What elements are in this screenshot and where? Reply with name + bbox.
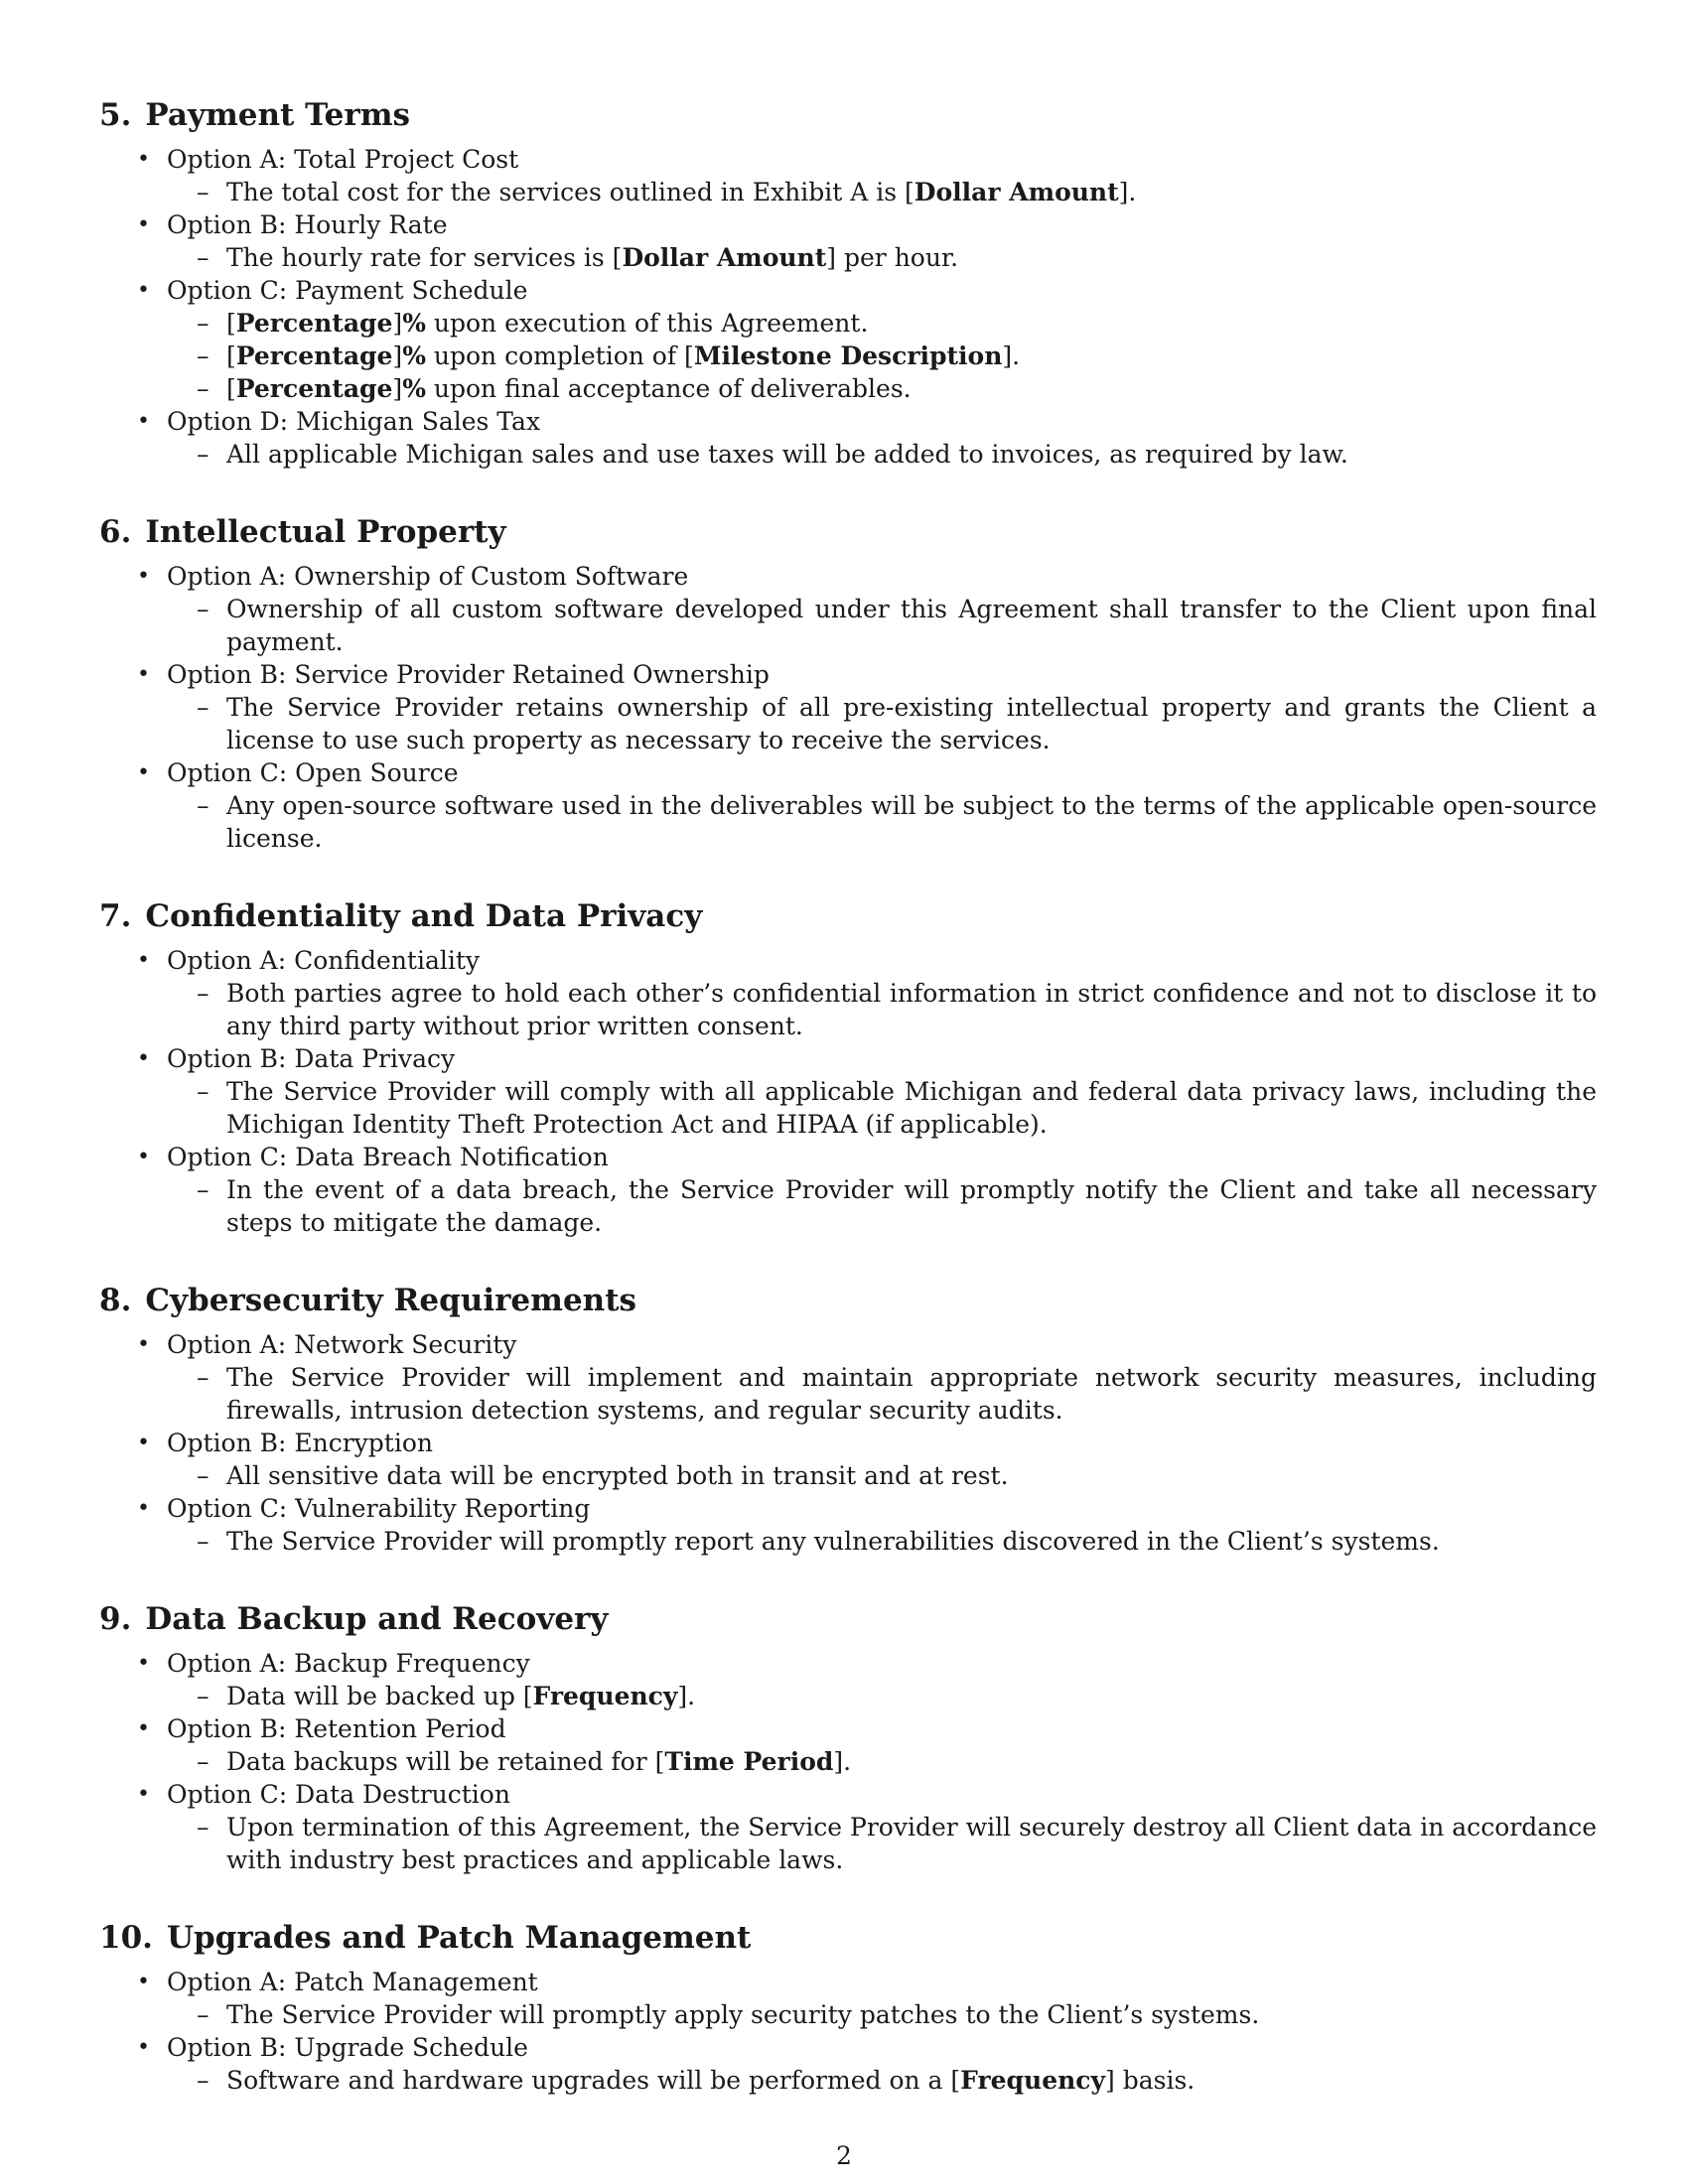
option-label: Option A: Ownership of Custom Software — [167, 562, 689, 591]
section-number: 7. — [99, 898, 132, 934]
placeholder-field: Percentage — [235, 341, 393, 370]
clause-list — [167, 691, 1597, 756]
section-number: 6. — [99, 514, 132, 550]
dash-icon: – — [197, 341, 210, 370]
dash-icon: – — [197, 2066, 210, 2095]
bullet-icon: • — [137, 1782, 150, 1807]
bullet-icon: • — [137, 1970, 150, 1994]
section — [99, 1281, 1597, 1558]
option-item — [99, 1042, 1597, 1141]
clause-item — [167, 1680, 1597, 1712]
dash-icon: – — [197, 309, 210, 338]
option-label: Option C: Data Breach Notification — [167, 1143, 609, 1171]
clause-list — [167, 1173, 1597, 1239]
clause-item — [167, 1998, 1597, 2031]
dash-icon: – — [197, 595, 210, 623]
option-list — [99, 1328, 1597, 1558]
clause-text: Data backups will be retained for [ — [226, 1747, 665, 1776]
section-title: Data Backup and Recovery — [145, 1601, 609, 1637]
placeholder-field: % — [402, 309, 426, 338]
option-label: Option C: Payment Schedule — [167, 276, 528, 305]
clause-item — [167, 1811, 1597, 1876]
dash-icon: – — [197, 243, 210, 272]
bullet-icon: • — [137, 1332, 150, 1357]
placeholder-field: Time Period — [664, 1747, 834, 1776]
section-title: Payment Terms — [145, 97, 410, 133]
bullet-icon: • — [137, 948, 150, 973]
clause-text: Ownership of all custom software developed under this Agreement shall transfer to the Client upon final payment. — [226, 595, 1597, 656]
document-page — [99, 95, 1597, 2138]
placeholder-field: % — [402, 341, 426, 370]
clause-text: ] per hour. — [826, 243, 959, 272]
clause-list — [167, 1998, 1597, 2031]
clause-item — [167, 2064, 1597, 2097]
clause-list — [167, 1525, 1597, 1558]
option-list — [99, 1647, 1597, 1876]
section-heading — [99, 95, 1597, 135]
clause-item — [167, 1459, 1597, 1492]
bullet-icon: • — [137, 2035, 150, 2060]
dash-icon: – — [197, 440, 210, 469]
clause-text: ]. — [677, 1682, 696, 1710]
option-item — [99, 756, 1597, 855]
dash-icon: – — [197, 1527, 210, 1556]
option-label: Option B: Encryption — [167, 1429, 434, 1457]
clause-list — [167, 1680, 1597, 1712]
clause-text: Upon termination of this Agreement, the Service Provider will securely destroy all Client data in accordance with industry best practices and applicable laws. — [226, 1813, 1597, 1874]
section — [99, 896, 1597, 1239]
option-label: Option B: Data Privacy — [167, 1044, 456, 1073]
placeholder-field: Dollar Amount — [622, 243, 827, 272]
clause-text: ] — [392, 374, 403, 403]
clause-list — [167, 1459, 1597, 1492]
section-heading — [99, 1918, 1597, 1958]
section-number: 10. — [99, 1920, 153, 1956]
section-title: Upgrades and Patch Management — [166, 1920, 752, 1956]
dash-icon: – — [197, 1077, 210, 1106]
bullet-icon: • — [137, 1431, 150, 1455]
option-item — [99, 658, 1597, 756]
option-list — [99, 944, 1597, 1239]
option-item — [99, 1966, 1597, 2031]
section-title: Confidentiality and Data Privacy — [145, 898, 703, 934]
placeholder-field: Milestone Description — [693, 341, 1003, 370]
clause-text: The Service Provider will comply with all applicable Michigan and federal data privacy laws, including the Michigan Identity Theft Protection Act and HIPAA (if applicable). — [226, 1077, 1597, 1139]
section-title: Cybersecurity Requirements — [145, 1283, 636, 1318]
option-item — [99, 208, 1597, 274]
clause-list — [167, 593, 1597, 658]
clause-list — [167, 241, 1597, 274]
section — [99, 95, 1597, 471]
clause-item — [167, 593, 1597, 658]
placeholder-field: % — [402, 374, 426, 403]
clause-text: ] basis. — [1105, 2066, 1196, 2095]
option-item — [99, 1427, 1597, 1492]
clause-text: The total cost for the services outlined in Exhibit A is [ — [226, 178, 914, 206]
clause-list — [167, 1361, 1597, 1427]
clause-item — [167, 789, 1597, 855]
dash-icon: – — [197, 979, 210, 1008]
bullet-icon: • — [137, 409, 150, 434]
bullet-icon: • — [137, 147, 150, 172]
clause-text: ]. — [1002, 341, 1021, 370]
option-item — [99, 1712, 1597, 1778]
option-item — [99, 1141, 1597, 1239]
section-title: Intellectual Property — [145, 514, 506, 550]
option-item — [99, 1647, 1597, 1712]
option-item — [99, 274, 1597, 405]
clause-item — [167, 241, 1597, 274]
dash-icon: – — [197, 791, 210, 820]
placeholder-field: Frequency — [960, 2066, 1106, 2095]
dash-icon: – — [197, 1747, 210, 1776]
option-list — [99, 143, 1597, 471]
section — [99, 1918, 1597, 2097]
clause-text: ]. — [1118, 178, 1137, 206]
clause-text: All applicable Michigan sales and use taxes will be added to invoices, as required by law. — [226, 440, 1348, 469]
section-heading — [99, 896, 1597, 936]
clause-text: All sensitive data will be encrypted both in transit and at rest. — [226, 1461, 1009, 1490]
clause-list — [167, 1811, 1597, 1876]
section-number: 9. — [99, 1601, 132, 1637]
placeholder-field: Percentage — [235, 374, 393, 403]
section-number: 5. — [99, 97, 132, 133]
clause-text: The hourly rate for services is [ — [226, 243, 623, 272]
clause-item — [167, 1745, 1597, 1778]
clause-list — [167, 977, 1597, 1042]
clause-item — [167, 438, 1597, 471]
bullet-icon: • — [137, 212, 150, 237]
bullet-icon: • — [137, 1145, 150, 1169]
option-label: Option B: Retention Period — [167, 1714, 506, 1743]
dash-icon: – — [197, 1461, 210, 1490]
dash-icon: – — [197, 1813, 210, 1842]
option-item — [99, 143, 1597, 208]
clause-text: [ — [226, 341, 236, 370]
section-heading — [99, 512, 1597, 552]
clause-list — [167, 1075, 1597, 1141]
clause-list — [167, 307, 1597, 405]
placeholder-field: Frequency — [532, 1682, 678, 1710]
clause-item — [167, 1525, 1597, 1558]
clause-list — [167, 2064, 1597, 2097]
dash-icon: – — [197, 178, 210, 206]
option-label: Option B: Service Provider Retained Ownership — [167, 660, 770, 689]
clause-list — [167, 438, 1597, 471]
clause-text: upon execution of this Agreement. — [425, 309, 869, 338]
clause-text: Data will be backed up [ — [226, 1682, 533, 1710]
clause-item — [167, 977, 1597, 1042]
option-item — [99, 405, 1597, 471]
dash-icon: – — [197, 1363, 210, 1392]
option-label: Option A: Patch Management — [167, 1968, 538, 1996]
option-label: Option C: Data Destruction — [167, 1780, 510, 1809]
clause-item — [167, 1075, 1597, 1141]
dash-icon: – — [197, 1682, 210, 1710]
option-label: Option A: Backup Frequency — [167, 1649, 530, 1678]
clause-text: In the event of a data breach, the Service Provider will promptly notify the Client and take all necessary steps to mitigate the damage. — [226, 1175, 1597, 1237]
clause-item — [167, 1173, 1597, 1239]
clause-item — [167, 176, 1597, 208]
option-item — [99, 944, 1597, 1042]
option-item — [99, 560, 1597, 658]
option-label: Option A: Network Security — [167, 1330, 517, 1359]
section — [99, 512, 1597, 855]
clause-text: [ — [226, 309, 236, 338]
clause-list — [167, 1745, 1597, 1778]
clause-text: upon completion of [ — [425, 341, 694, 370]
bullet-icon: • — [137, 1716, 150, 1741]
clause-text: ] — [392, 309, 403, 338]
dash-icon: – — [197, 374, 210, 403]
clause-text: Software and hardware upgrades will be performed on a [ — [226, 2066, 961, 2095]
option-label: Option B: Upgrade Schedule — [167, 2033, 528, 2062]
bullet-icon: • — [137, 1046, 150, 1071]
clause-item — [167, 340, 1597, 372]
clause-list — [167, 176, 1597, 208]
option-list — [99, 560, 1597, 855]
option-label: Option C: Open Source — [167, 758, 459, 787]
option-label: Option C: Vulnerability Reporting — [167, 1494, 591, 1523]
page-number: 2 — [836, 2141, 852, 2170]
section-number: 8. — [99, 1283, 132, 1318]
option-item — [99, 1492, 1597, 1558]
clause-text: The Service Provider retains ownership of all pre-existing intellectual property and grants the Client a license to use such property as necessary to receive the services. — [226, 693, 1597, 754]
section — [99, 1599, 1597, 1876]
section-heading — [99, 1599, 1597, 1639]
section-heading — [99, 1281, 1597, 1320]
clause-item — [167, 307, 1597, 340]
clause-text: ]. — [833, 1747, 852, 1776]
bullet-icon: • — [137, 760, 150, 785]
option-list — [99, 1966, 1597, 2097]
bullet-icon: • — [137, 278, 150, 303]
clause-list — [167, 789, 1597, 855]
option-item — [99, 1328, 1597, 1427]
dash-icon: – — [197, 693, 210, 722]
bullet-icon: • — [137, 564, 150, 589]
clause-text: [ — [226, 374, 236, 403]
clause-text: ] — [392, 341, 403, 370]
clause-text: Any open-source software used in the deliverables will be subject to the terms of the applicable open-source license. — [226, 791, 1597, 853]
clause-text: The Service Provider will promptly report any vulnerabilities discovered in the Client’s systems. — [226, 1527, 1440, 1556]
clause-item — [167, 1361, 1597, 1427]
option-label: Option B: Hourly Rate — [167, 210, 448, 239]
dash-icon: – — [197, 1175, 210, 1204]
clause-item — [167, 691, 1597, 756]
clause-text: The Service Provider will implement and maintain appropriate network security measures, including firewalls, intrusion detection systems, and regular security audits. — [226, 1363, 1597, 1425]
clause-text: Both parties agree to hold each other’s confidential information in strict confidence and not to disclose it to any third party without prior written consent. — [226, 979, 1597, 1040]
bullet-icon: • — [137, 1651, 150, 1676]
option-item — [99, 1778, 1597, 1876]
clause-text: upon final acceptance of deliverables. — [425, 374, 912, 403]
dash-icon: – — [197, 2000, 210, 2029]
bullet-icon: • — [137, 662, 150, 687]
option-label: Option A: Confidentiality — [167, 946, 481, 975]
clause-text: The Service Provider will promptly apply security patches to the Client’s systems. — [226, 2000, 1260, 2029]
option-label: Option D: Michigan Sales Tax — [167, 407, 541, 436]
bullet-icon: • — [137, 1496, 150, 1521]
clause-item — [167, 372, 1597, 405]
placeholder-field: Dollar Amount — [914, 178, 1119, 206]
option-item — [99, 2031, 1597, 2097]
option-label: Option A: Total Project Cost — [167, 145, 519, 174]
placeholder-field: Percentage — [235, 309, 393, 338]
